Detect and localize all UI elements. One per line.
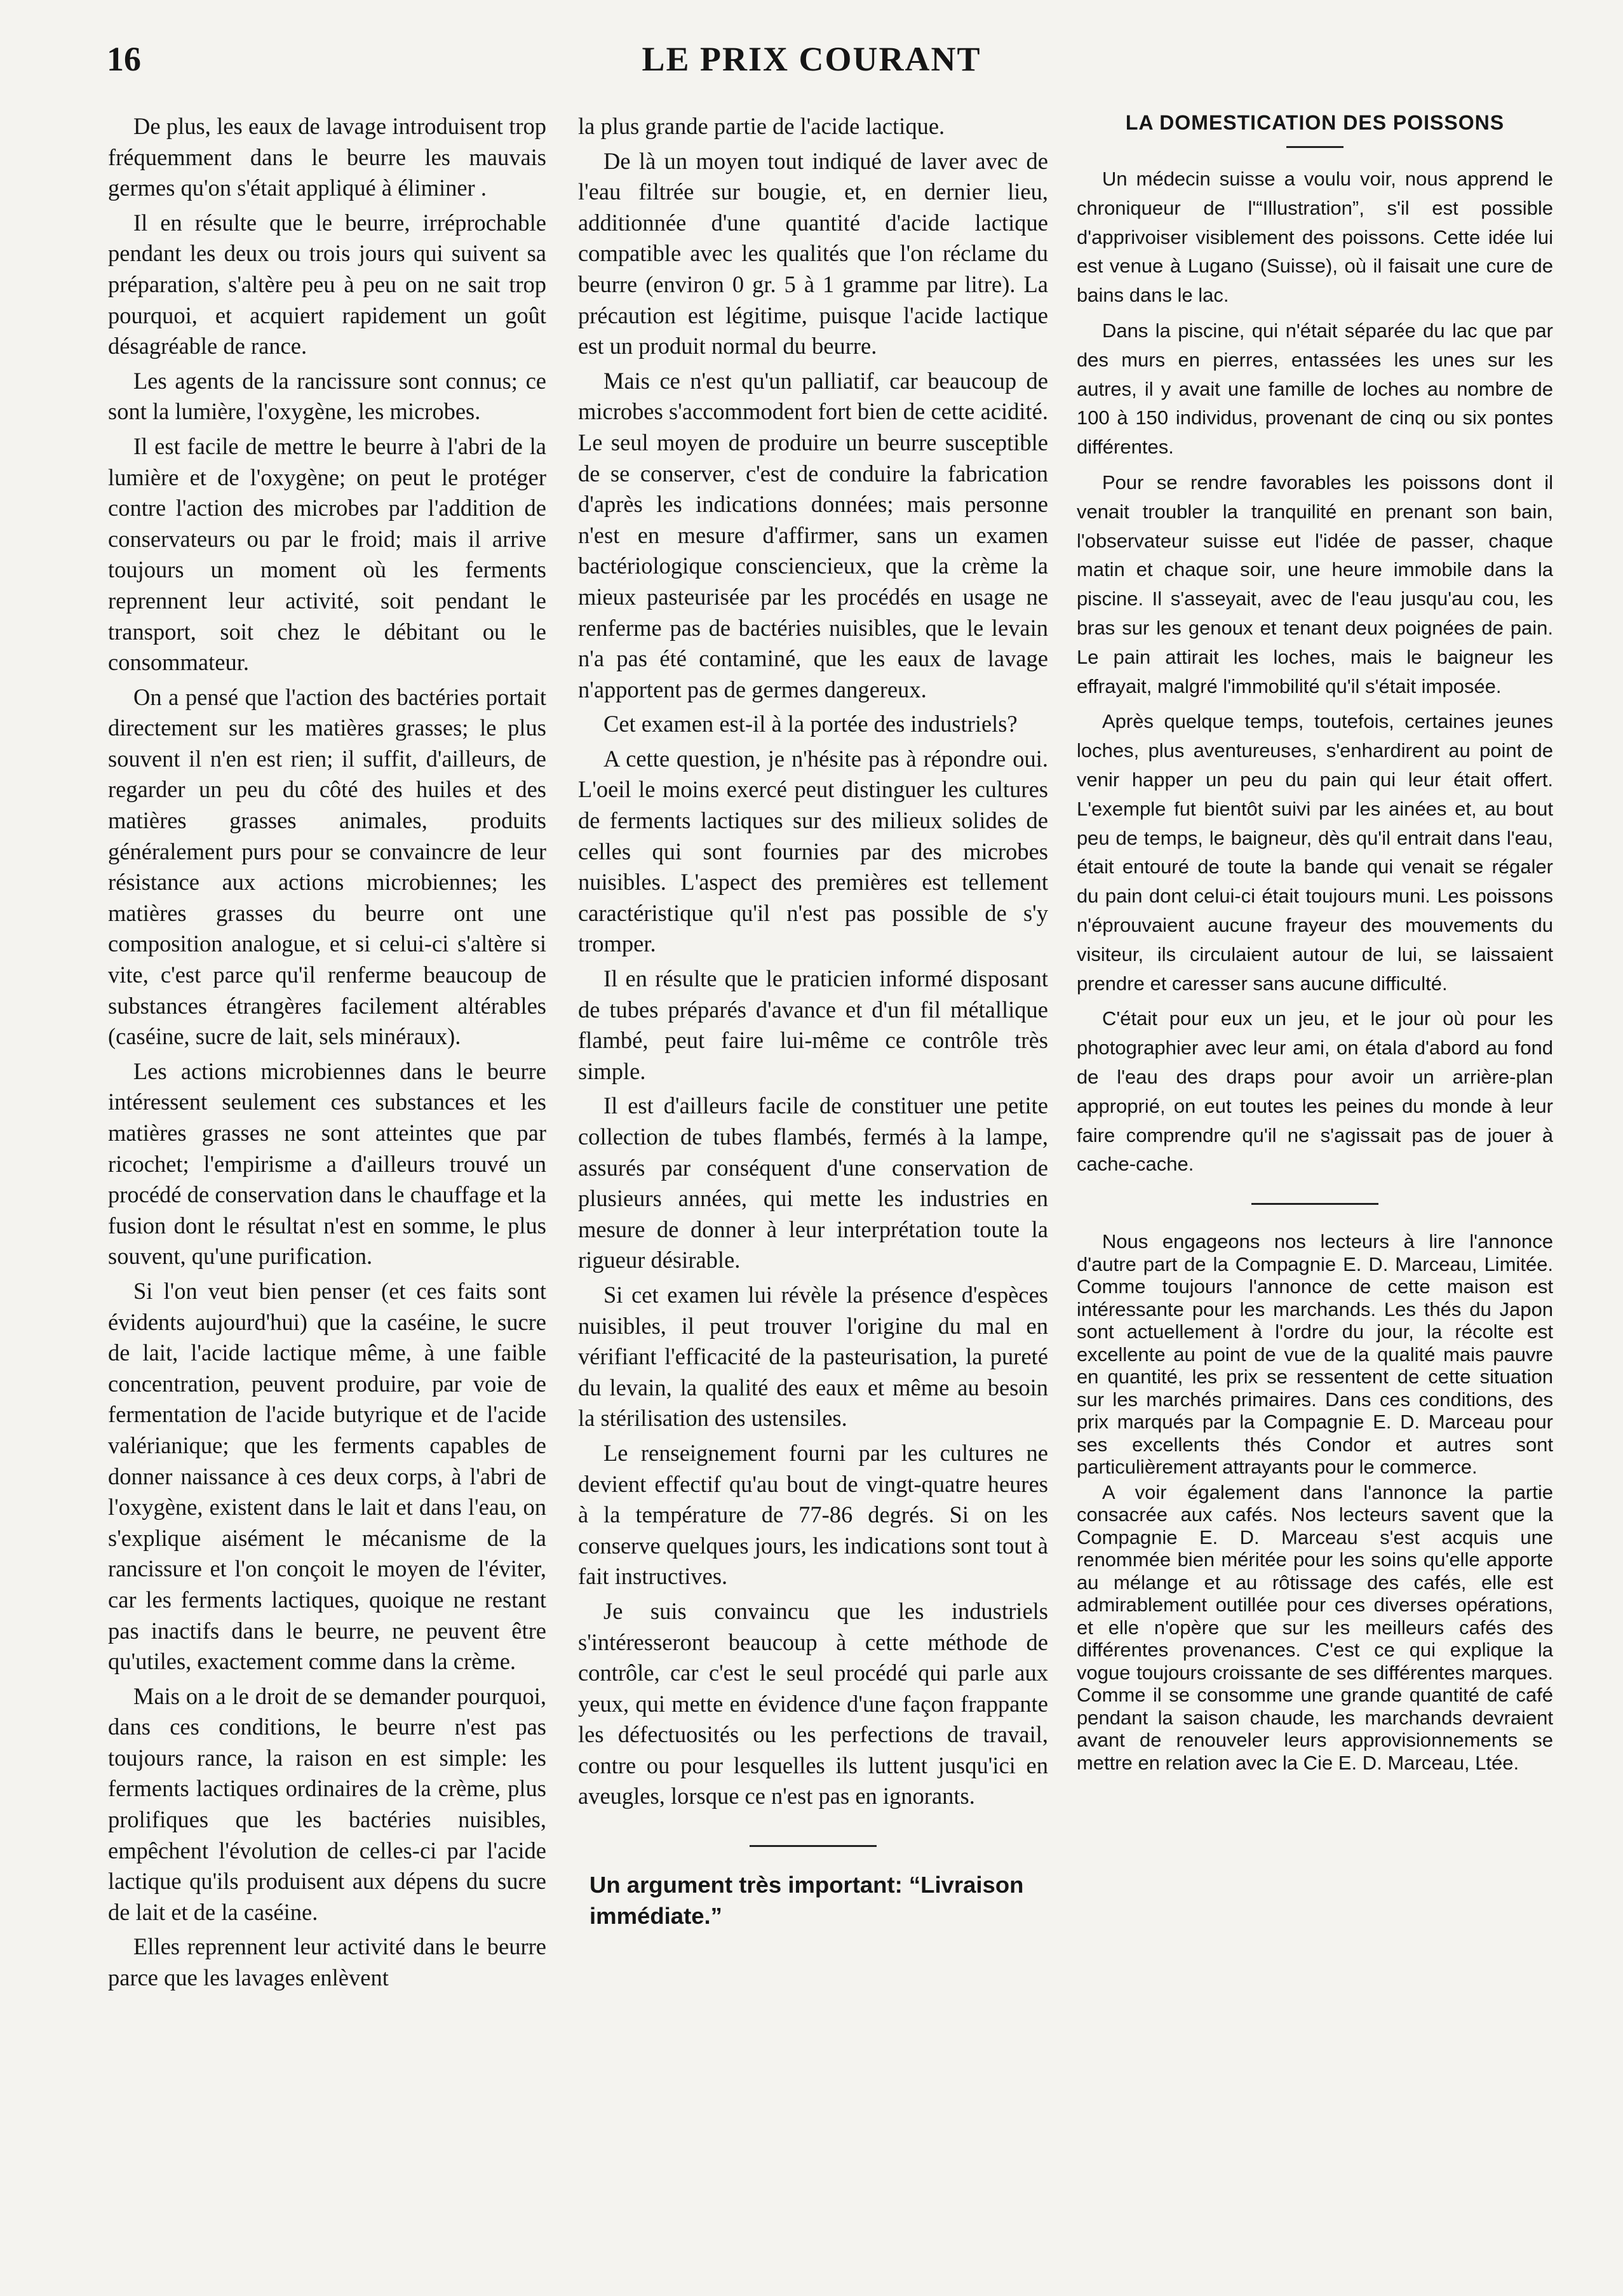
paragraph: Mais on a le droit de se demander pourquoi, dans ces conditions, le beurre n'est pas toujours rance, la raison en est simple: les ferments lactiques ordinaires de la crème, plus prolifiques que les bactéries nuisibles, empêchent l'évolution de celles-ci par l'acide lactique qu'ils produisent aux dépens du sucre de lait et de la caséine. xyxy=(108,1682,546,1925)
article-body xyxy=(1077,164,1553,1179)
column-right xyxy=(1077,111,1553,1776)
paragraph: Nous engageons nos lecteurs à lire l'annonce d'autre part de la Compagnie E. D. Marceau, Limitée. Comme toujours l'annonce de cette maison est intéressante pour les marchands. Les thés du Japon sont actuellement à l'ordre du jour, la récolte est excellente au point de vue de la qualité mais pauvre en quantité, les prix se ressentent de cette situation sur les marchés primaires. Dans ces conditions, des prix marqués par la Compagnie E. D. Marceau pour ses excellents thés Condor et autres sont particulièrement attrayants pour le commerce. xyxy=(1077,1230,1553,1479)
paragraph: Pour se rendre favorables les poissons dont il venait troubler la tranquilité en prenant son bain, l'observateur suisse eut l'idée de passer, chaque matin et chaque soir, une heure immobile dans la piscine. Il s'asseyait, avec de l'eau jusqu'au cou, les bras sur les genoux et tenant deux poignées de pain. Le pain attirait les loches, mais le baigneur les effrayait, malgré l'immobilité qu'il s'était imposée. xyxy=(1077,471,1553,697)
callout-text: Un argument très important: “Livraison immédiate.” xyxy=(589,1872,1024,1929)
notice-body xyxy=(1077,1230,1553,1774)
paragraph: A cette question, je n'hésite pas à répondre oui. L'oeil le moins exercé peut distinguer les cultures de ferments lactiques sur des milieux solides de celles qui sont fournies par des microbes nuisibles. L'aspect des premières est tellement caractéristique qu'il n'est pas possible de s'y tromper. xyxy=(578,745,1048,957)
paragraph: Les actions microbiennes dans le beurre intéressent seulement ces substances et les matières grasses ne sont atteintes que par ricochet; l'empirisme a d'ailleurs trouvé un procédé de conservation dans le chauffage et la fusion dont le résultat n'est en somme, le plus souvent, qu'une purification. xyxy=(108,1057,546,1270)
paragraph: Cet examen est-il à la portée des industriels? xyxy=(603,711,1018,737)
paragraph: Le renseignement fourni par les cultures ne devient effectif qu'au bout de vingt-quatre heures à la température de 77-86 degrés. Si on les conserve quelques jours, les indications sont tout à fait instructives. xyxy=(578,1439,1048,1590)
paragraph: De là un moyen tout indiqué de laver avec de l'eau filtrée sur bougie, et, en dernier lieu, additionnée d'une quantité d'acide lactique compatible avec les qualités que l'on réclame du beurre (environ 0 gr. 5 à 1 gramme par litre). La précaution est légitime, puisque l'acide lactique est un produit normal du beurre. xyxy=(578,147,1048,359)
paragraph: Un médecin suisse a voulu voir, nous apprend le chroniqueur de l'“Illustration”, s'il est possible d'apprivoiser visiblement des poissons. Cette idée lui est venue à Lugano (Suisse), où il faisait une cure de bains dans le lac. xyxy=(1077,168,1553,307)
journal-title: LE PRIX COURANT xyxy=(642,40,981,78)
paragraph: C'était pour eux un jeu, et le jour où pour les photographier avec leur ami, on étala d'abord au fond de l'eau des draps pour avoir un arrière-plan approprié, on eut toutes les peines du monde à leur faire comprendre qu'il ne s'agissait pas de jouer à cache-cache. xyxy=(1077,1007,1553,1176)
paragraph: Il en résulte que le beurre, irréprochable pendant les deux ou trois jours qui suivent sa préparation, s'altère peu à peu on ne sait trop pourquoi, et acquiert rapidement un goût désagréable de rance. xyxy=(108,209,546,359)
paragraph: la plus grande partie de l'acide lactique. xyxy=(578,113,945,139)
paragraph: A voir également dans l'annonce la partie consacrée aux cafés. Nos lecteurs savent que la Compagnie E. D. Marceau s'est acquis une renommée bien méritée pour les soins qu'elle apporte au mélange et au rôtissage des cafés, elle est admirablement outillée pour ces diverses opérations, et elle n'opère que sur les meilleurs cafés des différentes provenances. C'est ce qui explique la vogue toujours croissante de ses différentes marques. Comme il se consomme une grande quantité de café pendant la saison chaude, les marchands devraient avant de renouveler leurs approvisionnements se mettre en relation avec la Cie E. D. Marceau, Ltée. xyxy=(1077,1480,1553,1774)
paragraph: On a pensé que l'action des bactéries portait directement sur les matières grasses; le plus souvent il n'en est rien; il suffit, d'ailleurs, de regarder un peu du côté des huiles et des matières grasses animales, produits généralement purs pour se convaincre de leur résistance aux actions microbiennes; les matières grasses du beurre ont une composition analogue, et si celui-ci s'altère si vite, c'est parce qu'il renferme beaucoup de substances étrangères facilement altérables (caséine, sucre de lait, sels minéraux). xyxy=(108,683,546,1050)
page-header xyxy=(0,39,1623,90)
paragraph: Elles reprennent leur activité dans le beurre parce que les lavages enlèvent xyxy=(108,1933,546,1991)
paragraph: Il en résulte que le praticien informé disposant de tubes préparés d'avance et d'un fil métallique flambé, peut faire lui-même ce contrôle très simple. xyxy=(578,965,1048,1084)
paragraph: De plus, les eaux de lavage introduisent trop fréquemment dans le beurre les mauvais germes qu'on s'était appliqué à éliminer . xyxy=(108,113,546,201)
title-divider xyxy=(1286,146,1344,148)
paragraph: Dans la piscine, qui n'était séparée du lac que par des murs en pierres, entassées les unes sur les autres, il y avait une famille de loches au nombre de 100 à 150 individus, provenant de cinq ou six pontes différentes. xyxy=(1077,319,1553,459)
paragraph: Les agents de la rancissure sont connus; ce sont la lumière, l'oxygène, les microbes. xyxy=(108,367,546,425)
column-middle xyxy=(578,111,1048,1935)
column-left xyxy=(108,111,546,1997)
section-divider xyxy=(1251,1203,1378,1205)
paragraph: Si cet examen lui révèle la présence d'espèces nuisibles, il peut trouver l'origine du mal en vérifiant l'efficacité de la pasteurisation, la pureté du levain, la qualité des eaux et même au besoin la stérilisation des ustensiles. xyxy=(578,1281,1048,1432)
paragraph: Après quelque temps, toutefois, certaines jeunes loches, plus aventureuses, s'enhardirent au point de venir happer un peu du pain qui leur était offert. L'exemple fut bientôt suivi par les ainées et, au bout peu de temps, le baigneur, dès qu'il entrait dans l'eau, était entouré de toute la bande qui venait se régaler du pain dont celui-ci était toujours muni. Les poissons n'éprouvaient aucune frayeur des mouvements du visiteur, ils circulaient autour de lui, se laissaient prendre et caresser sans aucune difficulté. xyxy=(1077,710,1553,995)
paragraph: Il est d'ailleurs facile de constituer une petite collection de tubes flambés, fermés à la lampe, assurés par conséquent d'une conservation de plusieurs années, qui mette les industries en mesure de donner à leur interprétation toute la rigueur désirable. xyxy=(578,1092,1048,1273)
paragraph: Si l'on veut bien penser (et ces faits sont évidents aujourd'hui) que la caséine, le sucre de lait, l'acide lactique même, à une faible concentration, peuvent produire, par voie de fermentation de l'acide butyrique et de l'acide valérianique; que les ferments capables de donner naissance à ces deux corps, à l'abri de l'oxygène, existent dans le lait et dans l'eau, on s'explique aisément le mécanisme de la rancissure et l'on conçoit le moyen de l'éviter, car les ferments lactiques, quoique ne restant pas inactifs dans le beurre, ne peuvent être qu'utiles, exactement comme dans la crème. xyxy=(108,1277,546,1675)
paragraph: Il est facile de mettre le beurre à l'abri de la lumière et de l'oxygène; on peut le protéger contre l'action des microbes par l'addition de conservateurs ou par le froid; mais il arrive toujours un moment où les ferments reprennent leur activité, soit pendant le transport, soit chez le débitant ou le consommateur. xyxy=(108,433,546,676)
paragraph: Je suis convaincu que les industriels s'intéresseront beaucoup à cette méthode de contrôle, car c'est le seul procédé qui parle aux yeux, qui mette en évidence d'une façon frappante les défectuosités ou les perfections de travail, contre ou pour lesquelles ils luttent jusqu'ici en aveugles, lorsque ce n'est pas en ignorants. xyxy=(578,1597,1048,1809)
section-divider xyxy=(750,1845,877,1847)
article-title: LA DOMESTICATION DES POISSONS xyxy=(1125,111,1505,134)
page-number: 16 xyxy=(107,40,141,78)
paragraph: Mais ce n'est qu'un palliatif, car beaucoup de microbes s'accommodent fort bien de cette acidité. Le seul moyen de produire un beurre susceptible de se conserver, c'est de conduire la fabrication d'après les indications données; mais personne n'est en mesure d'affirmer, sans un examen bactériologique consciencieux, que la crème la mieux pasteurisée par les procédés en usage ne renferme pas de bactéries nuisibles, que le levain n'a pas été contaminé, que les eaux de lavage n'apportent pas de germes dangereux. xyxy=(578,367,1048,702)
